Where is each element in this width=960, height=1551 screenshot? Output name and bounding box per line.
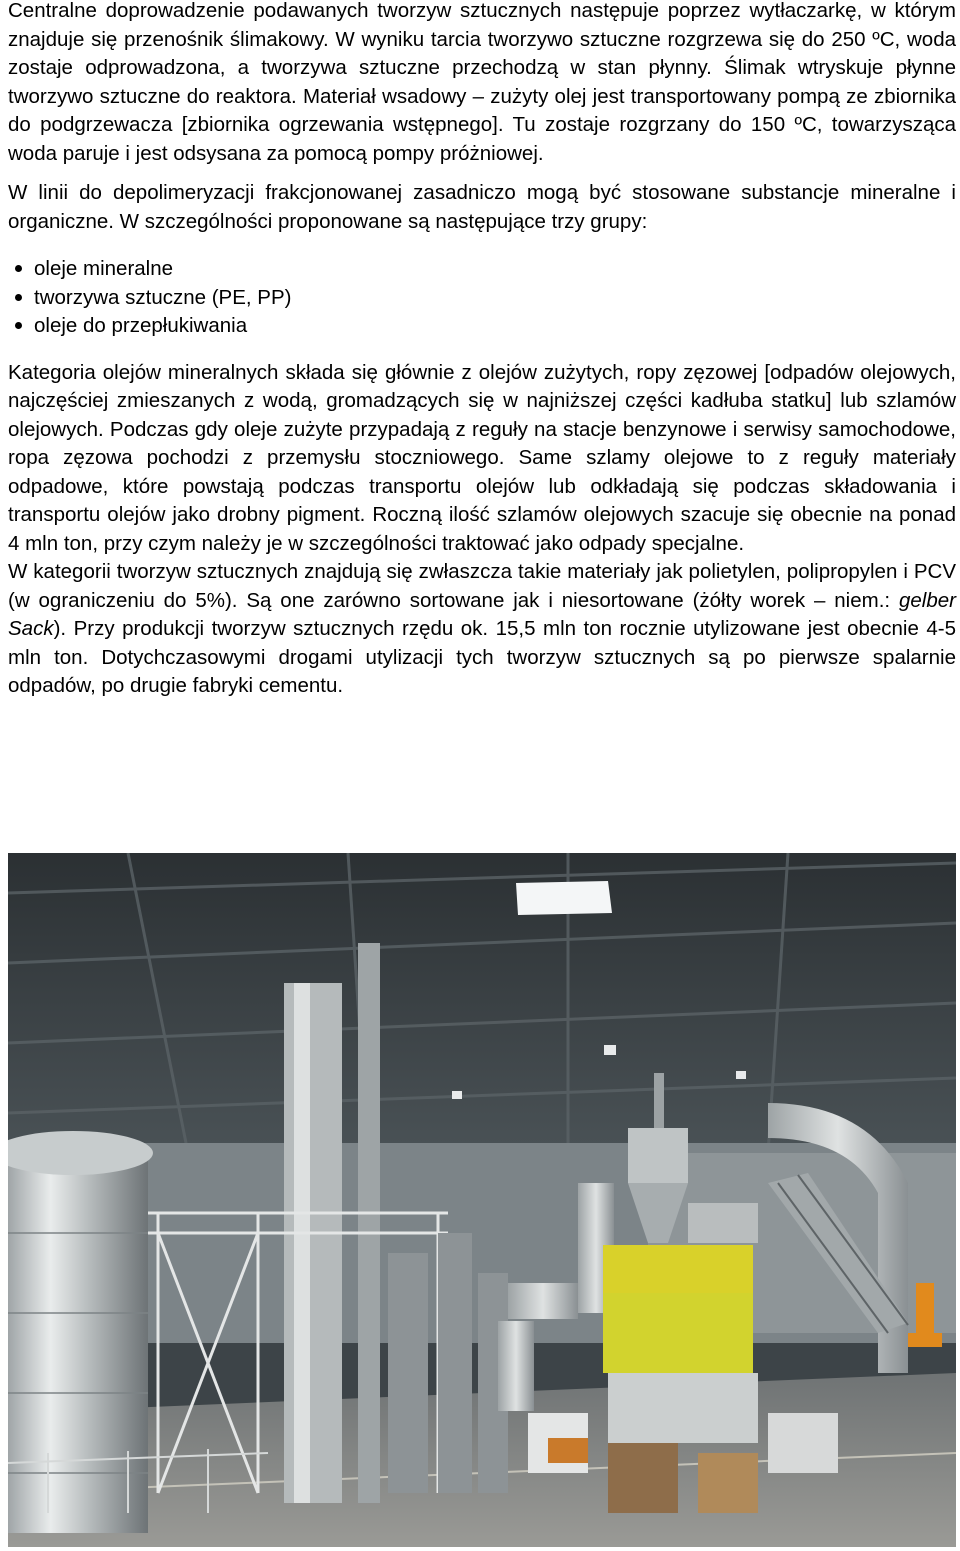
paragraph-extrusion — [8, 0, 956, 168]
plant-hall-illustration — [8, 853, 956, 1547]
list-item: oleje do przepłukiwania — [34, 312, 956, 341]
paragraph-mineral-oils: Kategoria olejów mineralnych składa się głównie z olejów zużytych, ropy zęzowej [odpadów olejowych, najczęściej zmieszanych z wodą, gromadzących się w najniższej części kadłuba statku] lub szlamów olejowych. Podczas gdy oleje zużyte przypadają z reguły na stacje benzynowe i serwisy samochodowe, ropa zęzowa pochodzi z przemysłu stoczniowego. Same szlamy olejowe to z reguły materiały odpadowe, które powstają podczas transportu olejów lub odkładają się podczas składowania i transportu olejów jako drobny pigment. Roczną ilość szlamów olejowych szacuje się obecnie na ponad 4 mln ton, przy czym należy je w szczególności traktować jako odpady specjalne. — [8, 360, 956, 555]
list-item: tworzywa sztuczne (PE, PP) — [34, 284, 956, 313]
skylight — [516, 881, 612, 915]
reactor-column — [284, 943, 380, 1503]
storage-tank — [8, 1131, 153, 1533]
paragraph-extrusion-continuation: Materiał wsadowy – zużyty olej jest transportowany pompą ze zbiornika do podgrzewacza [zbiornika ogrzewania wstępnego]. Tu zostaje rozgrzany do 150 ºC, towarzysząca woda paruje i jest odsysana za pomocą pompy próżniowej. — [8, 84, 956, 165]
paragraph-plastics-italic-term: gelber Sack — [8, 588, 956, 640]
material-groups-list — [8, 255, 956, 341]
paragraph-plastics — [8, 558, 956, 701]
list-item: oleje mineralne — [34, 255, 956, 284]
document-page — [8, 0, 956, 701]
paragraph-plastics-end: ). Przy produkcji tworzyw sztucznych rzędu ok. 15,5 mln ton rocznie utylizowane jest obecnie 4-5 mln ton. Dotychczasowymi drogami utylizacji tych tworzyw sztucznych są po pierwsze spalarnie odpadów, po drugie fabryki cementu. — [8, 617, 956, 697]
paragraph-substances: W linii do depolimeryzacji frakcjonowanej zasadniczo mogą być stosowane substancje mineralne i organiczne. W szczególności proponowane są następujące trzy grupy: — [8, 181, 956, 233]
paragraph-extrusion-intro: Centralne doprowadzenie podawanych tworzyw sztucznych następuje poprzez wytłaczarkę, w którym znajduje się przenośnik ślimakowy. W wyniku tarcia tworzywo sztuczne rozgrzewa się do 250 ºC, woda zostaje odprowadzona, a tworzywa sztuczne przechodzą w stan płynny. Ślimak wtryskuje płynne tworzywo sztuczne do reaktora. — [8, 0, 956, 108]
paragraph-plastics-start: W kategorii tworzyw sztucznych znajdują się zwłaszcza takie materiały jak polietylen, polipropylen i PCV (w ograniczeniu do 5%). Są one zarówno sortowane jak i niesortowane (żółty worek – niem.: — [8, 560, 956, 612]
plant-hall-photo — [8, 853, 956, 1547]
